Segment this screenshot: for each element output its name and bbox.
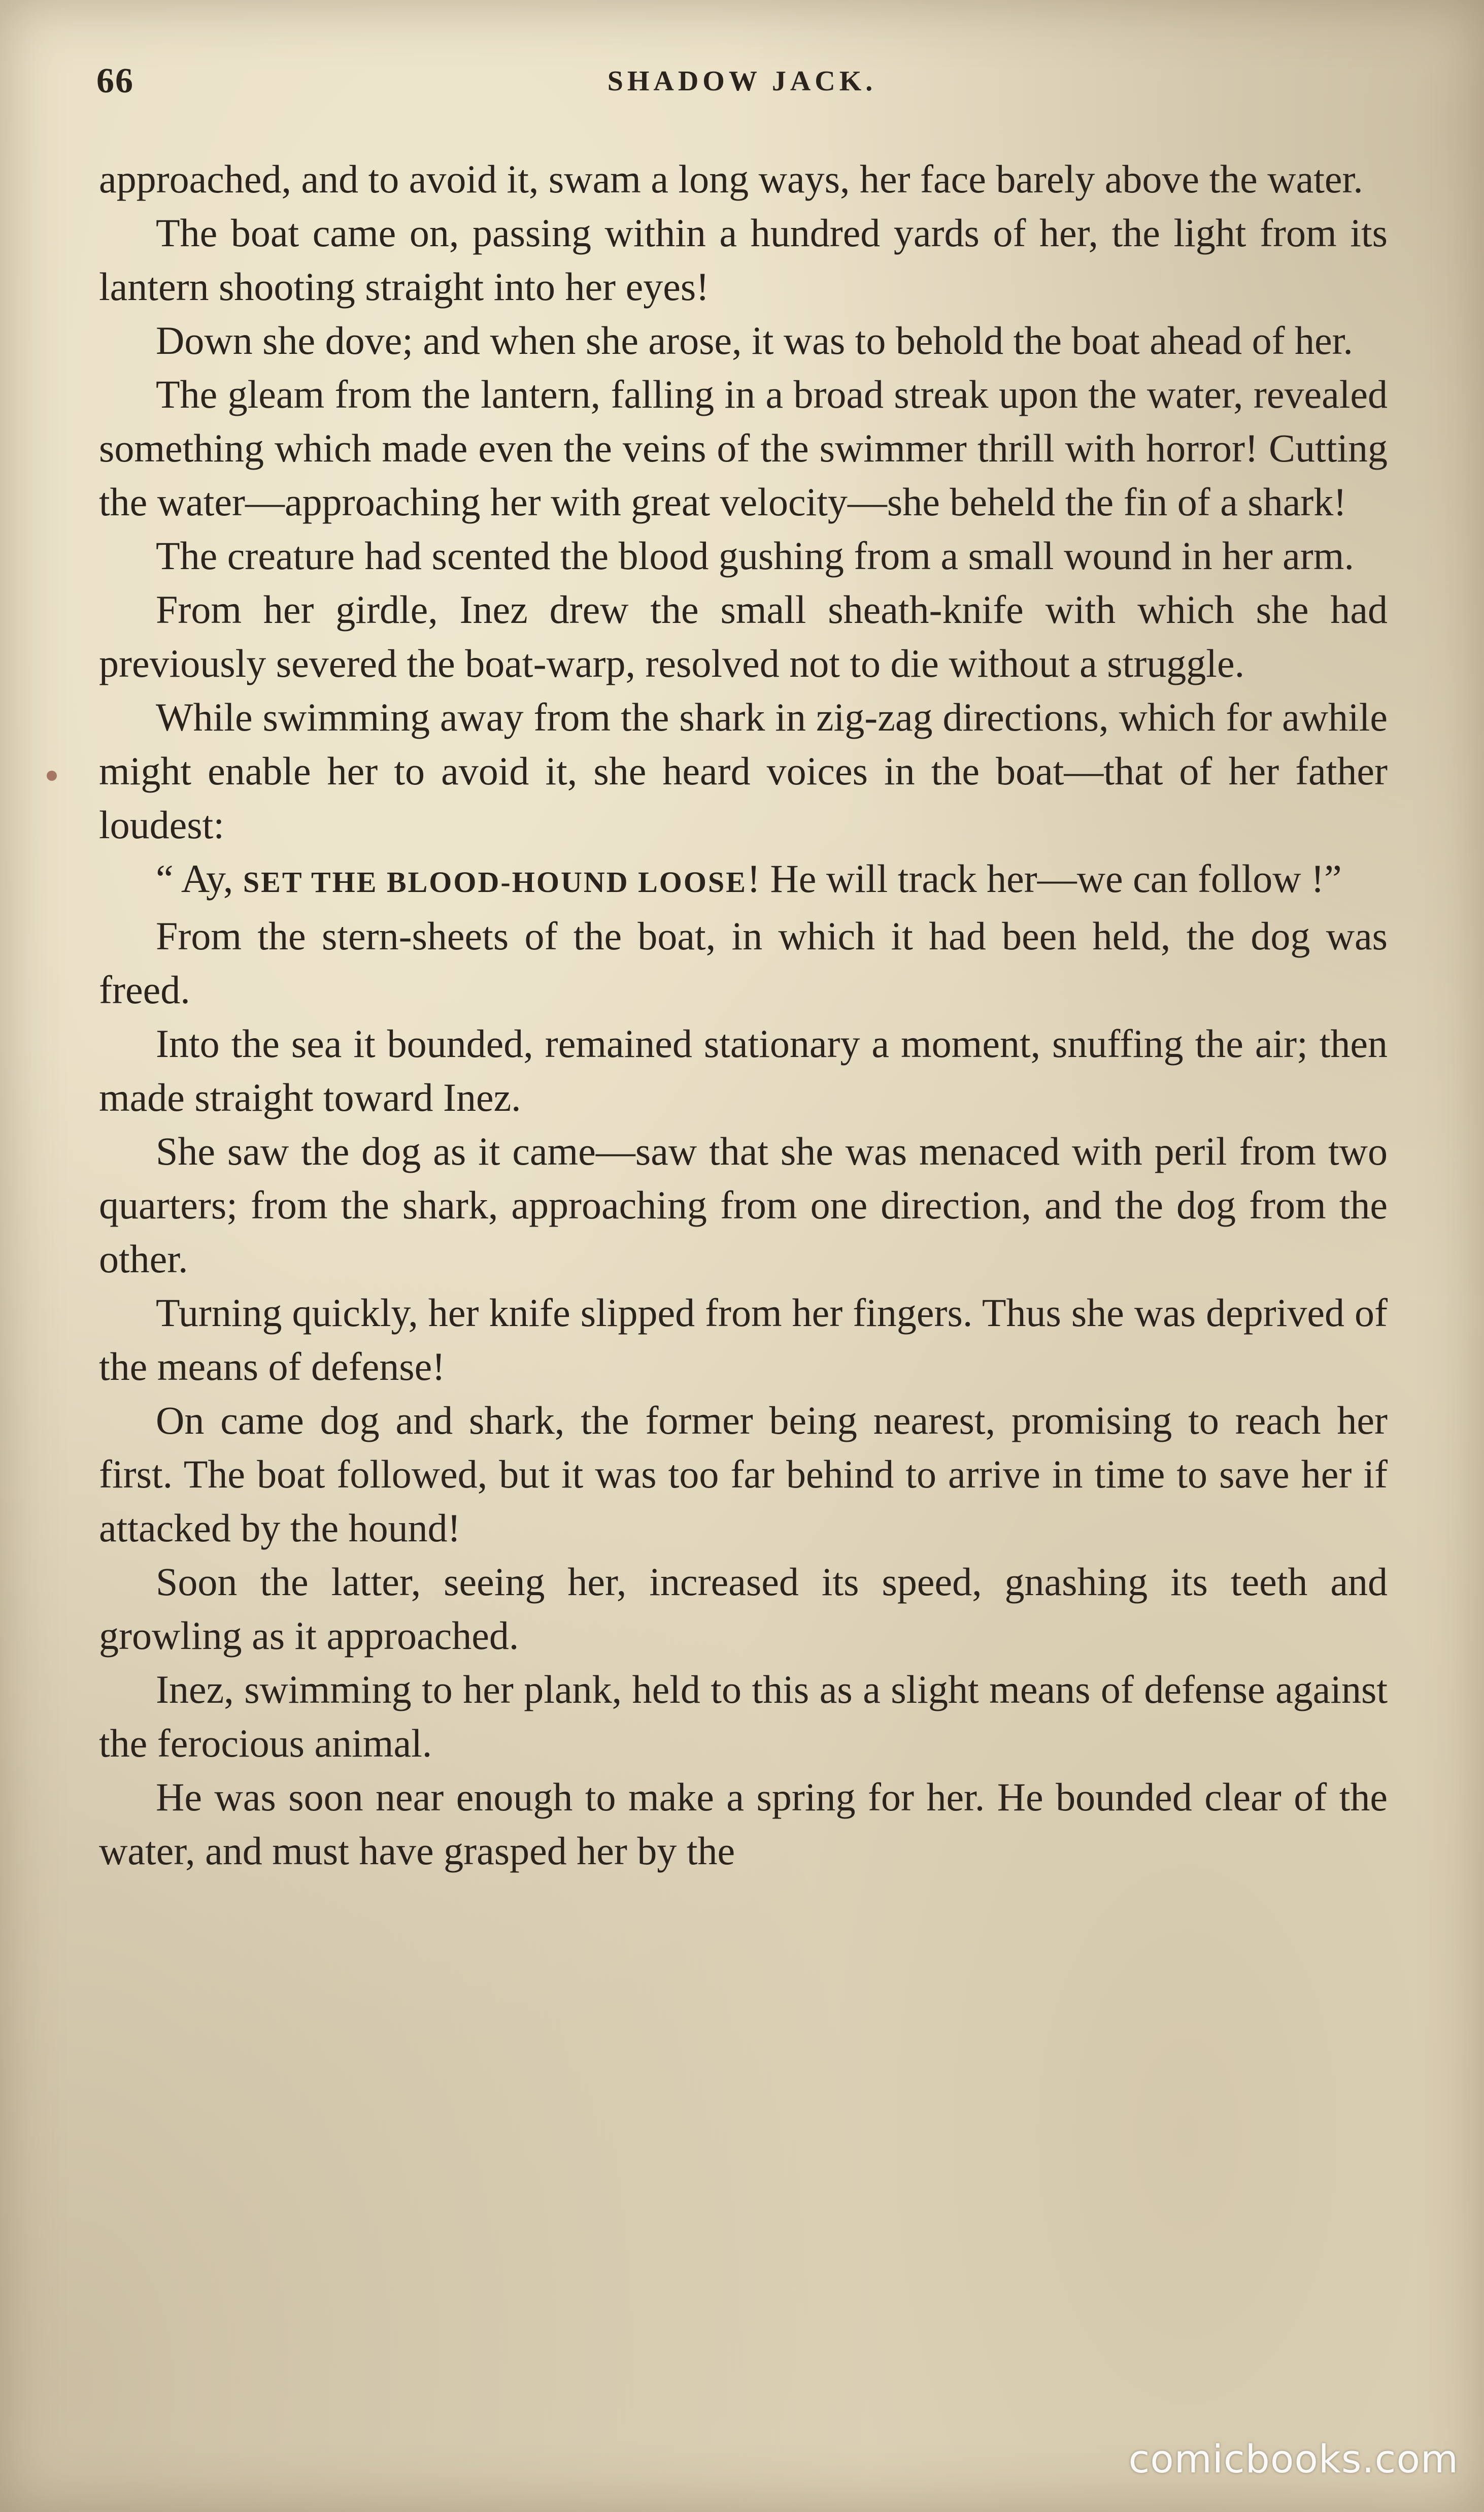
paragraph: The boat came on, passing within a hundred yards of her, the light from its lantern shooting straight into her eyes!: [99, 211, 1388, 309]
paragraph: Into the sea it bounded, remained stationary a moment, snuffing the air; then made straight toward Inez.: [99, 1021, 1388, 1119]
paragraph: She saw the dog as it came—saw that she was menaced with peril from two quarters; from the shark, approaching from one direction, and the dog from the other.: [99, 1129, 1388, 1281]
running-head: [96, 51, 1388, 112]
paragraph: Soon the latter, seeing her, increased its speed, gnashing its teeth and growling as it approached.: [99, 1560, 1388, 1658]
paragraph: While swimming away from the shark in zig-zag directions, which for awhile might enable her to avoid it, she heard voices in the boat—that of her father loudest:: [99, 695, 1388, 847]
paragraph: On came dog and shark, the former being nearest, promising to reach her first. The boat followed, but it was too far behind to arrive in time to save her if attacked by the hound!: [99, 1398, 1388, 1550]
ink-speck: [47, 771, 57, 781]
body-text: [99, 152, 1388, 1878]
page-number: 66: [96, 61, 134, 101]
paragraph: Turning quickly, her knife slipped from her fingers. Thus she was deprived of the means of defense!: [99, 1291, 1388, 1389]
paragraph: approached, and to avoid it, swam a long ways, her face barely above the water.: [99, 157, 1363, 201]
paragraph: From the stern-sheets of the boat, in which it had been held, the dog was freed.: [99, 914, 1388, 1012]
paragraph: From her girdle, Inez drew the small sheath-knife with which she had previously severed the boat-warp, resolved not to die without a struggle.: [99, 587, 1388, 685]
paragraph: He was soon near enough to make a spring for her. He bounded clear of the water, and must have grasped her by the: [99, 1775, 1388, 1873]
running-title: SHADOW JACK.: [607, 65, 877, 97]
paragraph: Down she dove; and when she arose, it was to behold the boat ahead of her.: [156, 318, 1353, 362]
quoted-paragraph: [99, 852, 1388, 909]
quote-open: “ Ay,: [156, 856, 243, 901]
quote-rest: ! He will track her—we can follow !”: [747, 856, 1342, 901]
paragraph: Inez, swimming to her plank, held to this as a slight means of defense against the ferocious animal.: [99, 1667, 1388, 1765]
paragraph: The creature had scented the blood gushing from a small wound in her arm.: [156, 534, 1354, 578]
watermark: comicbooks.com: [1128, 2436, 1459, 2482]
paragraph: The gleam from the lantern, falling in a broad streak upon the water, revealed something which made even the veins of the swimmer thrill with horror! Cutting the water—approaching her with great velocity—she beheld the fin of a shark!: [99, 372, 1388, 524]
small-caps-phrase: SET THE BLOOD-HOUND LOOSE: [243, 866, 747, 899]
